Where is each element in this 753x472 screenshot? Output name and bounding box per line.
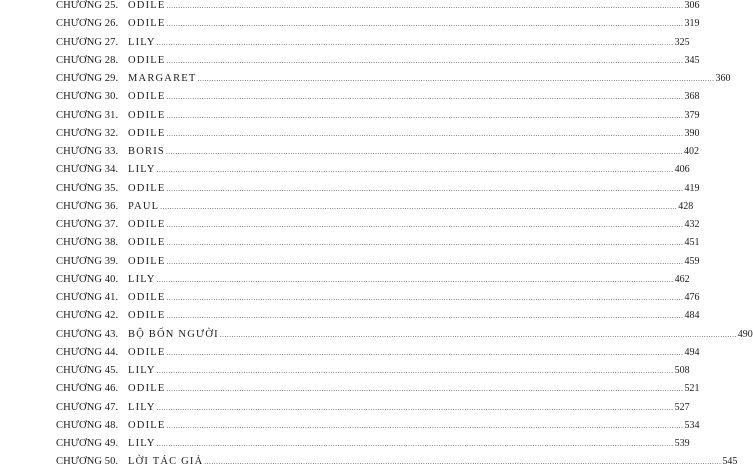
page-number: 406	[674, 164, 690, 176]
toc-entry[interactable]	[56, 198, 694, 216]
toc-entry[interactable]	[56, 344, 700, 362]
dot-leader: ............................................................................................................................................................................................................................	[166, 129, 684, 138]
toc-entry[interactable]	[56, 380, 700, 398]
dot-leader: ............................................................................................................................................................................................................................	[166, 239, 684, 248]
dot-leader: ............................................................................................................................................................................................................................	[166, 257, 684, 266]
page-number: 539	[674, 438, 690, 449]
chapter-title: LILY	[128, 401, 156, 413]
page-number: 432	[684, 219, 700, 230]
dot-leader: ............................................................................................................................................................................................................................	[160, 202, 678, 211]
chapter-title: LILY	[128, 438, 156, 449]
page-number: 476	[684, 292, 700, 303]
toc-entry[interactable]	[56, 107, 700, 125]
chapter-title: PAUL	[128, 200, 160, 212]
page-number: 462	[674, 273, 690, 285]
dot-leader: ............................................................................................................................................................................................................................	[166, 221, 684, 229]
page-number: 521	[684, 383, 700, 395]
toc-entry[interactable]	[56, 216, 700, 234]
chapter-number: CHƯƠNG 47.	[56, 401, 119, 413]
toc-entry[interactable]	[56, 125, 700, 143]
toc-entry[interactable]	[56, 88, 700, 106]
chapter-title: ODILE	[128, 54, 166, 66]
dot-leader: ............................................................................................................................................................................................................................	[156, 403, 674, 412]
chapter-title: ODILE	[128, 182, 166, 194]
chapter-number: CHƯƠNG 39.	[56, 255, 119, 267]
chapter-number: CHƯƠNG 25.	[56, 0, 119, 11]
dot-leader: ............................................................................................................................................................................................................................	[166, 56, 684, 65]
chapter-number: CHƯƠNG 45.	[56, 365, 119, 376]
page-number: 360	[715, 73, 731, 84]
chapter-title: ODILE	[128, 18, 166, 30]
chapter-number: CHƯƠNG 27.	[56, 36, 119, 48]
chapter-number: CHƯƠNG 44.	[56, 346, 119, 358]
dot-leader: ............................................................................................................................................................................................................................	[166, 184, 684, 193]
dot-leader: ............................................................................................................................................................................................................................	[166, 294, 684, 302]
page-number: 484	[684, 310, 700, 322]
chapter-number: CHƯƠNG 31.	[56, 109, 119, 121]
page-number: 428	[678, 200, 694, 212]
page-number: 490	[737, 328, 753, 340]
chapter-title: ODILE	[128, 346, 166, 358]
toc-entry[interactable]	[56, 52, 700, 70]
chapter-number: CHƯƠNG 48.	[56, 419, 119, 431]
page-number: 345	[684, 54, 700, 66]
chapter-title: BORIS	[128, 146, 165, 157]
dot-leader: ............................................................................................................................................................................................................................	[166, 385, 684, 394]
chapter-title: BỘ BỐN NGƯỜI	[128, 328, 219, 340]
table-of-contents	[56, 0, 753, 472]
toc-entry[interactable]	[56, 399, 690, 417]
page-number: 319	[684, 18, 700, 30]
page-number: 508	[674, 365, 690, 376]
page-number: 527	[674, 401, 690, 413]
toc-entry[interactable]	[56, 289, 700, 307]
page-number: 402	[683, 146, 699, 157]
chapter-title: ODILE	[128, 0, 166, 11]
toc-entry[interactable]	[56, 253, 700, 271]
dot-leader: ............................................................................................................................................................................................................................	[156, 38, 674, 47]
chapter-number: CHƯƠNG 26.	[56, 18, 119, 30]
chapter-number: CHƯƠNG 37.	[56, 219, 119, 230]
chapter-number: CHƯƠNG 36.	[56, 200, 119, 212]
dot-leader: ............................................................................................................................................................................................................................	[165, 148, 683, 156]
page-number: 451	[684, 237, 700, 249]
chapter-title: LILY	[128, 164, 156, 176]
chapter-number: CHƯƠNG 28.	[56, 54, 119, 66]
toc-entry[interactable]	[56, 326, 753, 344]
chapter-title: ODILE	[128, 292, 166, 303]
toc-entry[interactable]	[56, 307, 700, 325]
toc-entry[interactable]	[56, 453, 738, 471]
chapter-number: CHƯƠNG 32.	[56, 127, 119, 139]
chapter-number: CHƯƠNG 46.	[56, 383, 119, 395]
toc-entry[interactable]	[56, 15, 700, 33]
dot-leader: ............................................................................................................................................................................................................................	[156, 367, 674, 375]
chapter-title: ODILE	[128, 237, 166, 249]
chapter-number: CHƯƠNG 33.	[56, 146, 119, 157]
dot-leader: ............................................................................................................................................................................................................................	[197, 75, 715, 83]
chapter-title: ODILE	[128, 383, 166, 395]
toc-entry[interactable]	[56, 417, 700, 435]
toc-entry[interactable]	[56, 161, 690, 179]
chapter-title: ODILE	[128, 109, 166, 121]
chapter-title: LỜI TÁC GIẢ	[128, 456, 204, 468]
chapter-number: CHƯƠNG 29.	[56, 73, 119, 84]
page-number: 368	[684, 91, 700, 103]
page-number: 459	[684, 255, 700, 267]
dot-leader: ............................................................................................................................................................................................................................	[204, 458, 722, 467]
chapter-number: CHƯƠNG 38.	[56, 237, 119, 249]
chapter-number: CHƯƠNG 41.	[56, 292, 119, 303]
chapter-title: ODILE	[128, 127, 166, 139]
toc-entry[interactable]	[56, 234, 700, 252]
page-number: 534	[684, 419, 700, 431]
chapter-title: ODILE	[128, 219, 166, 230]
chapter-number: CHƯƠNG 35.	[56, 182, 119, 194]
page-number: 325	[674, 36, 690, 48]
toc-entry[interactable]	[56, 0, 700, 15]
chapter-title: ODILE	[128, 419, 166, 431]
chapter-number: CHƯƠNG 40.	[56, 273, 119, 285]
dot-leader: ............................................................................................................................................................................................................................	[156, 166, 674, 175]
chapter-title: LILY	[128, 36, 156, 48]
chapter-title: LILY	[128, 365, 156, 376]
page-number: 419	[684, 182, 700, 194]
dot-leader: ............................................................................................................................................................................................................................	[219, 330, 737, 339]
dot-leader: ............................................................................................................................................................................................................................	[156, 440, 674, 448]
toc-entry[interactable]	[56, 271, 690, 289]
dot-leader: ............................................................................................................................................................................................................................	[166, 20, 684, 29]
toc-entry[interactable]	[56, 34, 690, 52]
chapter-number: CHƯƠNG 50.	[56, 456, 119, 468]
toc-entry[interactable]	[56, 180, 700, 198]
chapter-title: ODILE	[128, 310, 166, 322]
chapter-title: LILY	[128, 273, 156, 285]
dot-leader: ............................................................................................................................................................................................................................	[166, 348, 684, 357]
toc-entry[interactable]	[56, 362, 690, 380]
dot-leader: ............................................................................................................................................................................................................................	[166, 111, 684, 120]
dot-leader: ............................................................................................................................................................................................................................	[166, 421, 684, 430]
page-number: 306	[684, 0, 700, 11]
page-number: 379	[684, 109, 700, 121]
toc-entry[interactable]	[56, 435, 690, 453]
chapter-number: CHƯƠNG 30.	[56, 91, 119, 103]
page-number: 390	[684, 127, 700, 139]
page-number: 494	[684, 346, 700, 358]
dot-leader: ............................................................................................................................................................................................................................	[166, 2, 684, 10]
toc-entry[interactable]	[56, 143, 699, 161]
chapter-number: CHƯƠNG 49.	[56, 438, 119, 449]
chapter-title: ODILE	[128, 91, 166, 103]
chapter-number: CHƯƠNG 34.	[56, 164, 119, 176]
dot-leader: ............................................................................................................................................................................................................................	[166, 312, 684, 321]
toc-entry[interactable]	[56, 70, 731, 88]
chapter-number: CHƯƠNG 43.	[56, 328, 119, 340]
chapter-title: MARGARET	[128, 73, 197, 84]
chapter-number: CHƯƠNG 42.	[56, 310, 119, 322]
dot-leader: ............................................................................................................................................................................................................................	[156, 275, 674, 284]
dot-leader: ............................................................................................................................................................................................................................	[166, 93, 684, 102]
chapter-title: ODILE	[128, 255, 166, 267]
page-number: 545	[722, 456, 738, 468]
